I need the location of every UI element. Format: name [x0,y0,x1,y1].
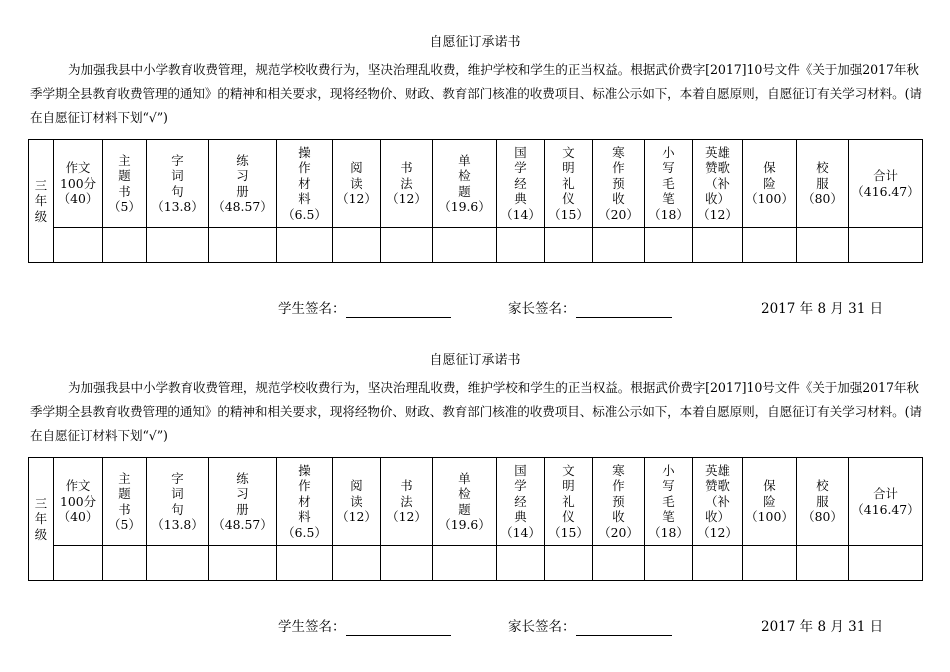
fee-item-header [433,140,497,228]
form-title: 自愿征订承诺书 [429,35,521,50]
fee-item-name: 主 题 书 [118,470,131,517]
selection-cell[interactable] [103,228,147,263]
selection-cell[interactable] [693,546,743,581]
selection-cell[interactable] [381,546,433,581]
fee-item-price: （18） [648,206,689,222]
selection-cell[interactable] [54,546,103,581]
fee-item-name: 作文 100分 [59,478,97,509]
fee-item-name: 合计 [873,168,898,183]
fee-item-header [497,458,545,546]
fee-item-price: （13.8） [151,199,204,214]
fee-item-header [277,140,333,228]
fee-item-name: 寒 作 预 收 [612,144,625,207]
selection-cell[interactable] [545,546,593,581]
selection-cell[interactable] [333,228,381,263]
selection-cell[interactable] [593,228,645,263]
fee-item-header [797,458,849,546]
selection-cell[interactable] [147,228,209,263]
fee-item-header [381,140,433,228]
selection-cell[interactable] [103,546,147,581]
selection-cell[interactable] [645,546,693,581]
fee-item-price: （40） [57,509,99,525]
selection-cell[interactable] [849,546,923,581]
fee-item-price: （20） [598,206,639,222]
fee-item-name: 校 服 [816,478,829,509]
fee-item-name: 字 词 句 [171,470,184,517]
fee-item-name: 小 写 毛 笔 [662,144,675,207]
fee-item-name: 国 学 经 典 [514,462,527,525]
fee-item-header [147,140,209,228]
fee-item-name: 单 检 题 [458,470,471,517]
fee-item-price: （14） [500,206,541,222]
selection-cell[interactable] [54,228,103,263]
selection-cell[interactable] [743,546,797,581]
fee-item-price: （12） [386,191,427,207]
fee-item-header [645,458,693,546]
fee-item-price: （416.47） [851,183,920,199]
student-signature [278,618,451,636]
fee-item-name: 合计 [873,486,898,501]
fee-item-price: （80） [802,509,843,525]
selection-cell[interactable] [497,228,545,263]
parent-sign-line[interactable] [576,621,672,636]
fee-item-name: 小 写 毛 笔 [662,462,675,525]
fee-item-header [593,140,645,228]
form-title: 自愿征订承诺书 [429,353,521,368]
fee-item-price: （13.8） [151,517,204,532]
fee-item-price: （12） [697,524,738,540]
commitment-form-1 [28,35,922,335]
selection-cell[interactable] [433,546,497,581]
fee-item-header [54,140,103,228]
fee-item-name: 保 险 [763,160,776,191]
grade-cell: 三 年 级 [29,140,54,263]
fee-item-header [849,140,923,228]
selection-cell[interactable] [743,228,797,263]
intro-text: 为加强我县中小学教育收费管理，规范学校收费行为，坚决治理乱收费，维护学校和学生的正当权益。根据武价费字[2017]10号文件《关于加强2017年秋季学期全县教育收费管理的通知》的精神和相关要求，现将经物价、财政、教育部门核准的收费项目、标准公示如下，本着自愿原则，自愿征订有关学习材料。(请在自愿征订材料下划“√”) [30,62,922,125]
parent-signature [508,618,672,636]
fee-item-price: （18） [648,524,689,540]
fee-item-header [743,458,797,546]
parent-sign-label: 家长签名： [508,301,576,317]
parent-signature [508,300,672,318]
fee-item-name: 练 习 册 [236,470,249,517]
selection-cell[interactable] [333,546,381,581]
fee-item-price: （12） [336,509,377,525]
intro-paragraph [30,376,922,448]
selection-cell[interactable] [497,546,545,581]
fee-item-price: （6.5） [282,524,327,540]
fee-item-header [545,140,593,228]
fee-item-price: （40） [57,191,99,207]
selection-cell[interactable] [797,228,849,263]
fee-item-name: 英雄 赞歌 （补 收） [705,144,730,207]
fee-item-header [103,458,147,546]
fee-item-name: 作文 100分 [59,160,97,191]
fee-item-name: 文 明 礼 仪 [562,144,575,207]
fee-item-header [545,458,593,546]
fee-item-name: 操 作 材 料 [298,462,311,525]
sign-date: 2017 年 8 月 31 日 [761,301,884,317]
fee-item-header [209,140,277,228]
fee-item-price: （14） [500,524,541,540]
fee-item-header [593,458,645,546]
fee-item-price: （48.57） [212,517,273,532]
fee-item-price: （19.6） [438,517,491,532]
fee-item-price: （416.47） [851,501,920,517]
fee-item-name: 操 作 材 料 [298,144,311,207]
fee-item-price: （5） [108,517,141,532]
selection-cell[interactable] [797,546,849,581]
fee-item-header [849,458,923,546]
fee-item-name: 阅 读 [350,160,363,191]
fee-item-header [103,140,147,228]
fee-item-price: （5） [108,199,141,214]
fee-item-header [54,458,103,546]
commitment-form-2 [28,353,922,653]
fee-item-header [693,458,743,546]
fee-item-name: 保 险 [763,478,776,509]
fee-item-name: 国 学 经 典 [514,144,527,207]
fee-item-price: （100） [745,509,794,525]
selection-cell[interactable] [593,546,645,581]
fee-item-price: （15） [548,206,589,222]
selection-cell[interactable] [693,228,743,263]
fee-item-price: （15） [548,524,589,540]
selection-cell[interactable] [645,228,693,263]
selection-cell[interactable] [209,228,277,263]
selection-cell[interactable] [433,228,497,263]
fee-item-header [497,140,545,228]
fee-item-name: 练 习 册 [236,152,249,199]
fee-item-name: 寒 作 预 收 [612,462,625,525]
student-sign-line[interactable] [346,303,451,318]
fee-item-name: 字 词 句 [171,152,184,199]
parent-sign-line[interactable] [576,303,672,318]
student-sign-label: 学生签名： [278,619,346,635]
fee-item-header [381,458,433,546]
fee-item-name: 文 明 礼 仪 [562,462,575,525]
student-sign-label: 学生签名： [278,301,346,317]
student-sign-line[interactable] [346,621,451,636]
fee-item-price: （6.5） [282,206,327,222]
fee-item-header [433,458,497,546]
fee-item-name: 阅 读 [350,478,363,509]
fee-item-header [743,140,797,228]
selection-cell[interactable] [147,546,209,581]
sign-date: 2017 年 8 月 31 日 [761,619,884,635]
fee-item-name: 单 检 题 [458,152,471,199]
fee-item-price: （80） [802,191,843,207]
selection-cell[interactable] [545,228,593,263]
fee-item-price: （19.6） [438,199,491,214]
fee-item-header [147,458,209,546]
fee-item-header [333,140,381,228]
fee-item-name: 主 题 书 [118,152,131,199]
fee-item-header [693,140,743,228]
parent-sign-label: 家长签名： [508,619,576,635]
fee-item-price: （48.57） [212,199,273,214]
grade-cell: 三 年 级 [29,458,54,581]
selection-cell[interactable] [209,546,277,581]
fee-item-price: （12） [386,509,427,525]
fee-item-price: （100） [745,191,794,207]
fee-item-price: （12） [336,191,377,207]
fee-item-name: 书 法 [400,160,413,191]
fee-item-name: 英雄 赞歌 （补 收） [705,462,730,525]
intro-paragraph [30,58,922,130]
fee-item-name: 书 法 [400,478,413,509]
fee-item-price: （12） [697,206,738,222]
fee-item-header [797,140,849,228]
fee-table [28,139,923,263]
selection-cell[interactable] [381,228,433,263]
selection-cell[interactable] [849,228,923,263]
fee-item-name: 校 服 [816,160,829,191]
selection-cell[interactable] [277,546,333,581]
fee-item-header [277,458,333,546]
fee-item-header [645,140,693,228]
fee-table [28,457,923,581]
intro-text: 为加强我县中小学教育收费管理，规范学校收费行为，坚决治理乱收费，维护学校和学生的正当权益。根据武价费字[2017]10号文件《关于加强2017年秋季学期全县教育收费管理的通知》的精神和相关要求，现将经物价、财政、教育部门核准的收费项目、标准公示如下，本着自愿原则，自愿征订有关学习材料。(请在自愿征订材料下划“√”) [30,380,922,443]
fee-item-price: （20） [598,524,639,540]
student-signature [278,300,451,318]
selection-cell[interactable] [277,228,333,263]
fee-item-header [333,458,381,546]
fee-item-header [209,458,277,546]
